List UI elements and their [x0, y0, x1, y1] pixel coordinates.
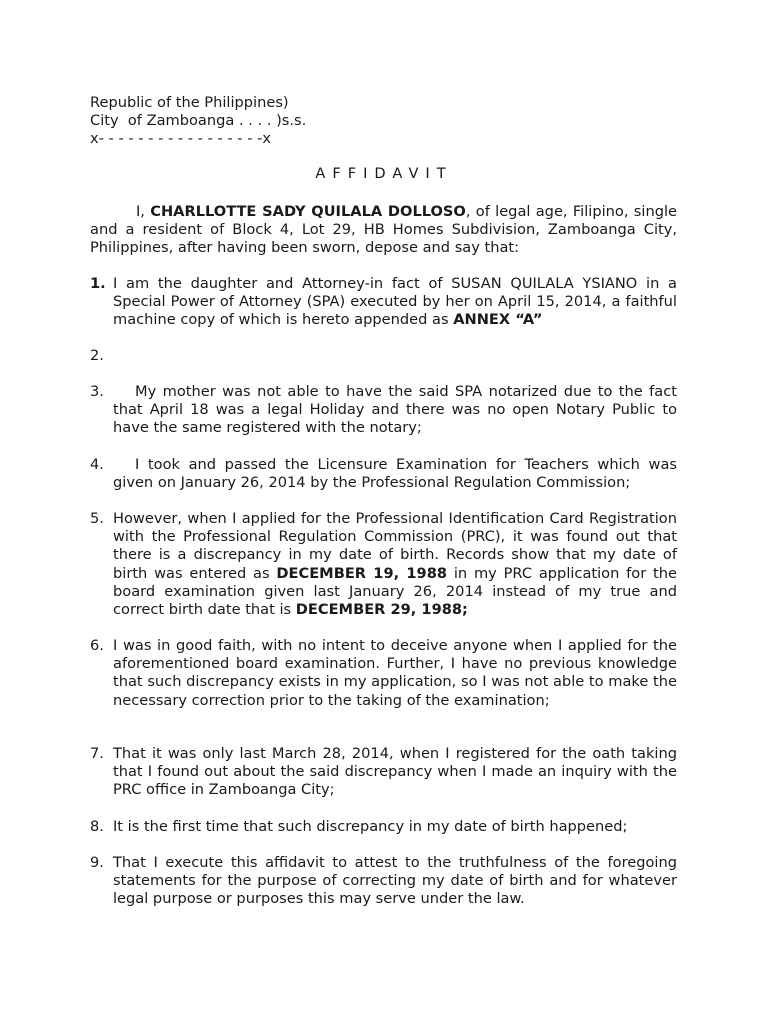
affiant-name: CHARLLOTTE SADY QUILALA DOLLOSO — [150, 203, 466, 220]
item-text: However, when I applied for the Professional Identification Card Registration with the Professional Regulation Commission (PRC), it was found out that there is a discrepancy in my date of birth. Records show that my date of birth was entered as — [113, 510, 677, 582]
item-text: My mother was not able to have the said SPA notarized due to the fact that April 18 was a legal Holiday and there was no open Notary Public to have the same registered with the notary; — [113, 383, 677, 437]
item-number: 1. — [90, 275, 106, 292]
item-text: It is the first time that such discrepancy in my date of birth happened; — [113, 818, 628, 835]
list-item-6 — [90, 637, 677, 710]
list-item-7 — [90, 745, 677, 800]
item-number: 6. — [90, 637, 104, 654]
item-number: 3. — [90, 383, 104, 400]
item-number: 8. — [90, 818, 104, 835]
list-item-1 — [90, 275, 677, 330]
correct-birth-date: DECEMBER 29, 1988; — [295, 601, 468, 619]
caption-republic: Republic of the Philippines) — [90, 94, 289, 111]
list-item-9 — [90, 854, 677, 909]
item-text: I am the daughter and Attorney-in fact of SUSAN QUILALA YSIANO in a Special Power of Attorney (SPA) executed by her on April 15, 2014, a faithful machine copy of which is hereto appended as — [113, 275, 677, 329]
caption-city: City of Zamboanga . . . . )s.s. — [90, 112, 307, 129]
item-number: 7. — [90, 745, 104, 762]
caption-divider: x- - - - - - - - - - - - - - - - -x — [90, 130, 272, 147]
intro-prefix: I, — [136, 203, 151, 220]
item-text: I took and passed the Licensure Examination for Teachers which was given on January 26, 2014 by the Professional Regulation Commission; — [113, 456, 677, 492]
item-text: That I execute this affidavit to attest to the truthfulness of the foregoing statements for the purpose of correcting my date of birth and for whatever legal purpose or purposes this may serve under the law. — [113, 854, 677, 908]
item-text: That it was only last March 28, 2014, when I registered for the oath taking that I found out about the said discrepancy when I made an inquiry with the PRC office in Zamboanga City; — [113, 745, 677, 799]
list-item-5 — [90, 510, 677, 619]
document-title: AFFIDAVIT — [315, 165, 453, 182]
item-number: 9. — [90, 854, 104, 871]
list-item-3 — [90, 383, 677, 438]
list-item-8 — [90, 818, 677, 836]
list-item-4 — [90, 456, 677, 492]
item-emphasis: ANNEX “A” — [453, 311, 543, 329]
wrong-birth-date: DECEMBER 19, 1988 — [276, 564, 448, 582]
intro-paragraph — [90, 203, 677, 258]
item-text: I was in good faith, with no intent to deceive anyone when I applied for the aforementioned board examination. Further, I have no previous knowledge that such discrepancy exists in my application, so I was not able to make the necessary correction prior to the taking of the examination; — [113, 637, 677, 709]
intro-suffix: , of legal age, Filipino, single and a resident of Block 4, Lot 29, HB Homes Subdivision, Zamboanga City, Philippines, after having been sworn, depose and say that: — [90, 203, 677, 257]
item-number: 2. — [90, 347, 104, 364]
item-number: 4. — [90, 456, 104, 473]
item-number: 5. — [90, 510, 104, 527]
item-text-continued: in my PRC application for the board examination given last January 26, 2014 instead of my true and correct birth date that is — [113, 564, 677, 619]
